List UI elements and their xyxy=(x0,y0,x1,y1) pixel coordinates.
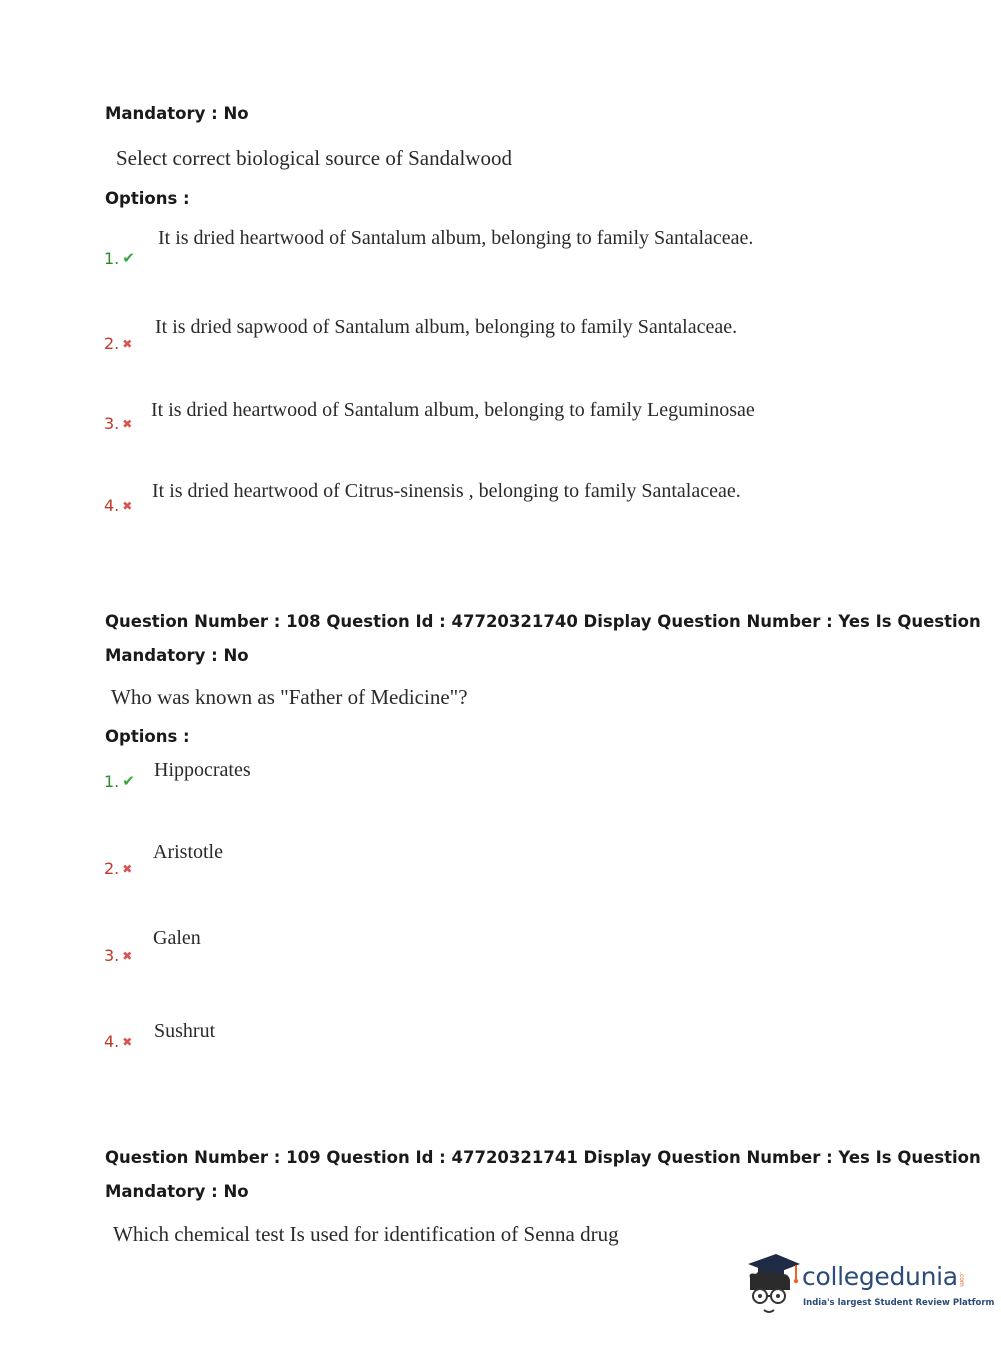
logo-wordmark: collegedunia xyxy=(802,1262,958,1291)
mandatory-label: Mandatory : No xyxy=(105,1182,249,1201)
cross-icon: ✖ xyxy=(122,949,133,963)
option-text: Galen xyxy=(153,927,201,949)
cross-icon: ✖ xyxy=(122,417,133,431)
mascot-icon xyxy=(740,1250,802,1320)
options-label: Options : xyxy=(105,189,190,208)
check-icon: ✔ xyxy=(122,249,135,267)
options-label: Options : xyxy=(105,727,190,746)
option-number xyxy=(104,496,132,515)
option-text: Hippocrates xyxy=(154,759,251,781)
option-number xyxy=(104,414,132,433)
option-index: 2. xyxy=(104,334,120,353)
option-text: It is dried sapwood of Santalum album, belonging to family Santalaceae. xyxy=(155,316,738,338)
question-header: Question Number : 108 Question Id : 47720321740 Display Question Number : Yes Is Question xyxy=(105,612,981,631)
check-icon: ✔ xyxy=(122,772,135,790)
option-number xyxy=(104,334,132,353)
logo-tagline: India's largest Student Review Platform xyxy=(803,1298,995,1308)
option-index: 3. xyxy=(104,946,120,965)
option-index: 4. xyxy=(104,1032,120,1051)
option-number xyxy=(104,1032,132,1051)
cross-icon: ✖ xyxy=(122,862,133,876)
question-text: Who was known as "Father of Medicine"? xyxy=(111,685,468,709)
option-index: 2. xyxy=(104,859,120,878)
logo-suffix: .com xyxy=(958,1272,965,1287)
option-number xyxy=(104,859,132,878)
question-text: Which chemical test Is used for identification of Senna drug xyxy=(113,1222,619,1246)
option-text: It is dried heartwood of Santalum album, belonging to family Santalaceae. xyxy=(158,227,754,249)
option-text: Aristotle xyxy=(153,841,223,863)
option-number xyxy=(104,249,135,268)
collegedunia-logo xyxy=(740,1250,995,1320)
option-text: Sushrut xyxy=(154,1020,216,1042)
option-index: 3. xyxy=(104,414,120,433)
option-number xyxy=(104,772,135,791)
cross-icon: ✖ xyxy=(122,1035,133,1049)
cross-icon: ✖ xyxy=(122,499,133,513)
mandatory-label: Mandatory : No xyxy=(105,646,249,665)
option-number xyxy=(104,946,132,965)
option-index: 1. xyxy=(104,249,120,268)
option-index: 4. xyxy=(104,496,120,515)
option-text: It is dried heartwood of Citrus-sinensis , belonging to family Santalaceae. xyxy=(152,480,741,502)
option-text: It is dried heartwood of Santalum album, belonging to family Leguminosae xyxy=(151,399,755,421)
question-header: Question Number : 109 Question Id : 47720321741 Display Question Number : Yes Is Question xyxy=(105,1148,981,1167)
mandatory-label: Mandatory : No xyxy=(105,104,249,123)
cross-icon: ✖ xyxy=(122,337,133,351)
option-index: 1. xyxy=(104,772,120,791)
question-text: Select correct biological source of Sandalwood xyxy=(116,146,512,170)
